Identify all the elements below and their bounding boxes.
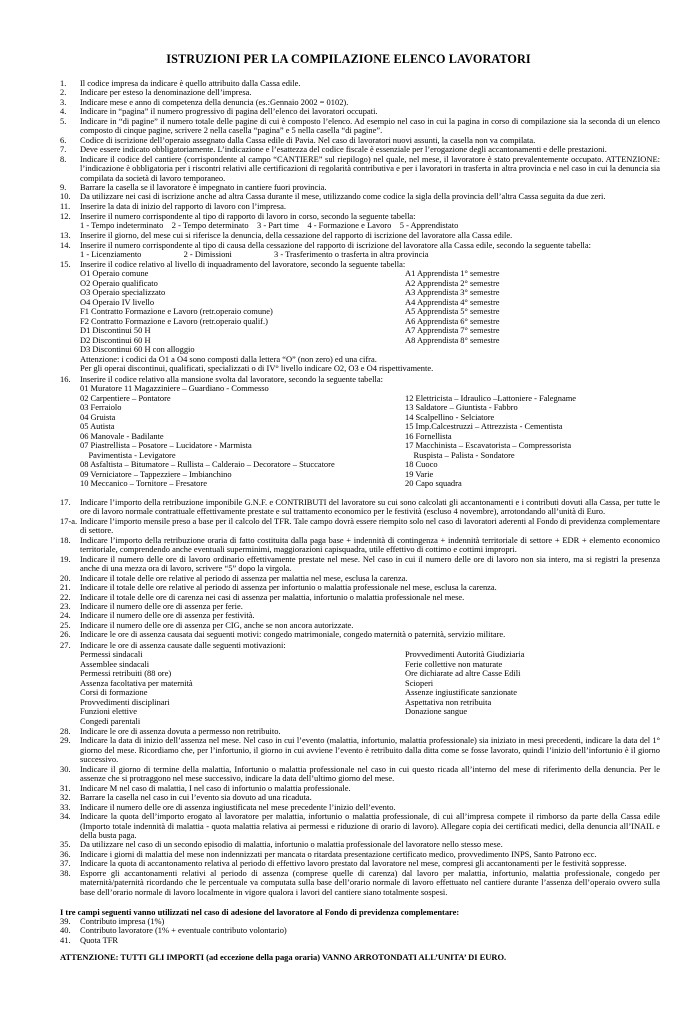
instruction-27 <box>60 641 660 726</box>
item-text: Inserire la data di inizio del rapporto di lavoro con l’impresa. <box>80 200 286 211</box>
item-number: 33. <box>60 801 71 812</box>
item-text: Indicare il giorno di termine della malattia, Infortunio o malattia professionale nel caso in cui questo ricada all’interno del mese di riferimento della denuncia. Per le assenze che si protraggono nel mese successivo, indicare la data dell’ultimo giorno del mese. <box>80 763 660 784</box>
instruction-12 <box>60 212 660 231</box>
livello-list-left <box>80 269 405 354</box>
item-text: Indicare i giorni di malattia del mese non indennizzati per mancata o ritardata presentazione certificato medico, provvedimento INPS, Santo Patrono ecc. <box>80 848 597 859</box>
mansione-code: 13 Saldatore – Giuntista - Fabbro <box>405 402 518 413</box>
item-number: 27. <box>60 640 71 650</box>
mansione-code: 16 Fornellista <box>405 430 452 441</box>
livello-code: A1 Apprendista 1° semestre <box>405 268 500 279</box>
item-text: Contributo lavoratore (1% + eventuale contributo volontario) <box>80 925 287 936</box>
item-number: 3. <box>60 96 67 107</box>
motivazioni-list-right <box>405 650 660 726</box>
item-text: Barrare la casella nel caso in cui l’evento sia dovuto ad una ricaduta. <box>80 792 312 803</box>
item-text: Codice di iscrizione dell’operaio assegnato dalla Cassa edile di Pavia. Nel caso di lavoratori nuovi assunti, la casella non va compilata. <box>80 134 536 145</box>
item-number: 36. <box>60 848 71 859</box>
item-number: 7. <box>60 144 67 155</box>
item-number: 22. <box>60 591 71 602</box>
motivazione-item: Assenza facoltativa per maternità <box>80 677 193 688</box>
item-number: 29. <box>60 735 71 746</box>
livello-note-2: Per gli operai discontinui, qualificati, specializzati o di IV° livello indicare O2, O3 e O4 rispettivamente. <box>80 362 434 373</box>
instruction-item <box>60 498 660 517</box>
item-text: Indicare M nel caso di malattia, I nel caso di infortunio o malattia professionale. <box>80 782 351 793</box>
instruction-item <box>60 869 660 897</box>
instruction-item <box>60 202 660 211</box>
item-text: Indicare il numero delle ore di assenza per CIG, anche se non ancora autorizzate. <box>80 619 354 630</box>
item-number: 41. <box>60 934 71 945</box>
item-text: Indicare la data di inizio dell’assenza nel mese. Nel caso in cui l’evento (malattia, infortunio, malattia professionale) sia iniziato in mesi precedenti, indicare la data del 1° giorno del mese. Ricordiamo che, per l’infortunio, il giorno in cui avviene l’evento è retribuito dalla ditta come se fosse lavorato, quindi l’inizio dell’infortunio è il giorno successivo. <box>80 735 660 765</box>
mansione-code: 03 Ferraiolo <box>80 402 122 413</box>
item-number: 31. <box>60 782 71 793</box>
livello-code: F1 Contratto Formazione e Lavoro (retr.operaio comune) <box>80 306 273 317</box>
motivazione-item: Assemblee sindacali <box>80 658 150 669</box>
item-number: 15. <box>60 259 71 269</box>
item-text: Indicare in “pagina” il numero progressivo di pagina dell’elenco dei lavoratori occupati. <box>80 106 378 117</box>
item-text: Indicare il numero delle ore di assenza ingiustificata nel mese precedente l’inizio dell’evento. <box>80 801 396 812</box>
item-number: 20. <box>60 572 71 583</box>
instruction-item <box>60 117 660 136</box>
item-number: 13. <box>60 230 71 240</box>
instruction-item <box>60 555 660 574</box>
item-text: Indicare in “di pagine” il numero totale delle pagine di cui è composto l’elenco. Ad esempio nel caso in cui la pagina in corso di compilazione sia la seconda di un elenco composto di cinque pagine, scrivere 2 nella casella “pagina” e 5 nella casella “di pagine”. <box>80 115 660 136</box>
item-text: Indicare il numero delle ore di lavoro ordinario effettivamente prestate nel mese. Nel caso in cui il numero delle ore di lavoro non sia intero, ma si registri la presenza anche di una mezza ora di lavoro, scrivere “5” dopo la virgola. <box>80 553 660 574</box>
instruction-item <box>60 936 660 945</box>
item-number: 24. <box>60 610 71 621</box>
instruction-item <box>60 926 660 935</box>
fondo-heading: I tre campi seguenti vanno utilizzati nel caso di adesione del lavoratore al Fondo di previdenza complementare: <box>60 907 460 917</box>
instruction-item <box>60 630 660 639</box>
instruction-item <box>60 155 660 183</box>
item-text: Da utilizzare nei casi di iscrizione anche ad altra Cassa durante il mese, utilizzando come codice la sigla della provincia dell’altra Cassa seguita da due zeri. <box>80 191 606 202</box>
item-number: 2. <box>60 87 67 98</box>
item-text: Indicare la quota dell’importo erogato al lavoratore per malattia, infortunio o malattia professionale, di cui all’impresa compete il rimborso da parte della Cassa edile (Importo totale indennità di malattia - quota malattia relativa ai permessi e riduzione di orario di lavoro). Allegare copia dei certificati medici, della denuncia all’INAIL e della busta paga. <box>80 811 660 840</box>
motivazioni-list-left <box>80 650 405 726</box>
instruction-15 <box>60 260 660 373</box>
item-text: Da utilizzare nel caso di un secondo episodio di malattia, infortunio o malattia professionale del lavoratore nello stesso mese. <box>80 839 503 850</box>
item-text: Indicare l’importo della retribuzione imponibile G.N.F. e CONTRIBUTI del lavoratore su cui sono calcolati gli accantonamenti e i contributi dovuti alla Cassa, per tutte le ore di lavoro normale contrattuale effettivamente prestate e sul trattamento economico per le festività (escluso 4 novembre), arrotondando all’unità di Euro. <box>80 497 660 517</box>
livello-code: A4 Apprendista 4° semestre <box>405 296 500 307</box>
instructions-block-28-38 <box>60 727 660 897</box>
mansione-code: Pavimentista - Levigatore <box>80 449 176 460</box>
instruction-item <box>60 517 660 536</box>
cessazione-options: 1 - Licenziamento 2 - Dimissioni 3 - Trasferimento o trasferta in altra provincia <box>80 249 429 260</box>
motivazione-item: Provvedimenti disciplinari <box>80 696 170 707</box>
motivazione-item: Corsi di formazione <box>80 687 148 698</box>
instruction-item <box>60 736 660 764</box>
mansione-code: 19 Varie <box>405 468 434 479</box>
item-text: Indicare per esteso la denominazione dell’impresa. <box>80 87 252 98</box>
mansione-code: 17 Macchinista – Escavatorista – Compressorista <box>405 440 572 451</box>
item-number: 30. <box>60 763 71 774</box>
livello-code: A6 Apprendista 6° semestre <box>405 315 500 326</box>
mansione-code: 12 Elettricista – Idraulico –Lattoniere - Falegname <box>405 392 577 403</box>
mansione-code: 15 Imp.Calcestruzzi – Attrezzista - Cementista <box>405 421 563 432</box>
rapporto-options: 1 - Tempo indeterminato 2 - Tempo determinato 3 - Part time 4 - Formazione e Lavoro 5 - Apprendistato <box>80 220 459 231</box>
item-number: 17. <box>60 497 71 507</box>
item-text: Indicare il totale delle ore relative al periodo di assenza per malattia nel mese, esclusa la carenza. <box>80 572 408 583</box>
livello-code: O2 Operaio qualificato <box>80 277 158 288</box>
livello-code: O1 Operaio comune <box>80 268 149 279</box>
motivazione-item: Donazione sangue <box>405 706 468 717</box>
item-number: 32. <box>60 792 71 803</box>
livello-code: D1 Discontinui 50 H <box>80 325 151 336</box>
item-text: Deve essere indicato obbligatoriamente. L’indicazione e l’esattezza del codice fiscale è essenziale per l’erogazione degli accantonamenti e delle prestazioni. <box>80 144 607 155</box>
item-text: Inserire il giorno, del mese cui si riferisce la denuncia, della cessazione del rapporto di iscrizione del lavoratore alla Cassa edile. <box>80 230 513 240</box>
item-text: Indicare la quota di accantonamento relativa al periodo di effettivo lavoro prestato dal lavoratore nel mese, compresi gli accantonamenti per le festività soppresse. <box>80 858 627 869</box>
item-text: Contributo impresa (1%) <box>80 916 165 926</box>
mansione-code: 18 Cuoco <box>405 459 438 470</box>
mansione-code: 06 Manovale - Badilante <box>80 430 164 441</box>
livello-code: A2 Apprendista 2° semestre <box>405 277 500 288</box>
instruction-item <box>60 765 660 784</box>
item-text: Indicare il codice del cantiere (corrispondente al campo “CANTIERE” sul riepilogo) nel quale, nel mese, il lavoratore è stato prevalentemente occupato. ATTENZIONE: l’indicazione è obbligatoria per i riscontri relativi alle certificazioni di regolarità contributiva e per i lavoratori in trasferta in altra provincia e nel caso in cui la denuncia sia compilata da società di lavoro temporaneo. <box>80 153 660 183</box>
mansione-code: 02 Carpentiere – Pontatore <box>80 392 171 403</box>
mansione-first-line: 01 Muratore 11 Magazziniere – Guardiano - Commesso <box>80 383 269 394</box>
item-text: Indicare mese e anno di competenza della denuncia (es.:Gennaio 2002 = 0102). <box>80 96 349 107</box>
mansione-code: 05 Autista <box>80 421 115 432</box>
item-text: Inserire il numero corrispondente al tipo di rapporto di lavoro in corso, secondo la seguente tabella: <box>80 211 416 221</box>
page-title: ISTRUZIONI PER LA COMPILAZIONE ELENCO LAVORATORI <box>166 52 531 66</box>
item-number: 17-a. <box>60 515 78 526</box>
item-text: Esporre gli accantonamenti relativi al periodo di assenza (comprese quelle di carenza) dal lavoro per malattia, infortunio, malattia professionale, congedo per maternità/paternità ricordando che le percentuale va computata sulla base dell’orario normale di lavoro effettuato nel cantiere durante l’assenza dell’operaio ovvero sulla base dell’orario normale di lavoro localmente in vigore qualora i lavori del cantiere siano totalmente sospesi. <box>80 867 660 897</box>
item-text: Inserire il codice relativo al livello di inquadramento del lavoratore, secondo la seguente tabella: <box>80 259 406 269</box>
livello-code: A3 Apprendista 3° semestre <box>405 287 500 298</box>
instructions-block-39-41 <box>60 917 660 945</box>
livello-code: A5 Apprendista 5° semestre <box>405 306 500 317</box>
mansione-code: 08 Asfaltista – Bitumatore – Rullista – Calderaio – Decoratore – Stuccatore <box>80 459 335 470</box>
item-number: 12. <box>60 211 71 221</box>
livello-code: A8 Apprendista 8° semestre <box>405 334 500 345</box>
livello-list-right <box>405 269 660 354</box>
mansione-code: Ruspista – Palista - Sondatore <box>405 449 515 460</box>
item-text: Indicare le ore di assenza causata dai seguenti motivi: congedo matrimoniale, congedo maternità o paternità, servizio militare. <box>80 629 506 640</box>
item-text: Indicare il numero delle ore di assenza per festività. <box>80 610 255 621</box>
instruction-14 <box>60 241 660 260</box>
item-number: 1. <box>60 78 67 88</box>
instruction-item <box>60 812 660 840</box>
livello-code: O3 Operaio specializzato <box>80 287 166 298</box>
item-number: 25. <box>60 619 71 630</box>
footer-note: ATTENZIONE: TUTTI GLI IMPORTI (ad eccezione della paga oraria) VANNO ARROTONDATI ALL’UNITA’ DI EURO. <box>60 952 507 962</box>
item-number: 18. <box>60 534 71 545</box>
item-number: 16. <box>60 374 71 384</box>
motivazione-item: Permessi retribuiti (88 ore) <box>80 668 172 679</box>
motivazione-item: Ferie collettive non maturate <box>405 658 503 669</box>
motivazione-item: Provvedimenti Autorità Giudiziaria <box>405 649 525 660</box>
motivazione-item: Aspettativa non retribuita <box>405 696 492 707</box>
livello-code: A7 Apprendista 7° semestre <box>405 325 500 336</box>
item-number: 8. <box>60 153 67 164</box>
motivazione-item: Funzioni elettive <box>80 706 137 717</box>
motivazione-item <box>405 717 660 726</box>
livello-code: O4 Operaio IV livello <box>80 296 155 307</box>
motivazione-item: Permessi sindacali <box>80 649 143 660</box>
mansione-code: 04 Gruista <box>80 411 116 422</box>
motivazione-item: Scioperi <box>405 677 434 688</box>
item-number: 40. <box>60 925 71 936</box>
item-text: Indicare le ore di assenza causate dalle seguenti motivazioni: <box>80 640 286 650</box>
item-number: 14. <box>60 240 71 250</box>
item-number: 23. <box>60 600 71 611</box>
item-text: Barrare la casella se il lavoratore è impegnato in cantiere fuori provincia. <box>80 181 327 192</box>
item-number: 11. <box>60 200 71 211</box>
instruction-item <box>60 536 660 555</box>
item-number: 19. <box>60 553 71 564</box>
item-number: 6. <box>60 134 67 145</box>
mansione-code: 20 Capo squadra <box>405 477 462 488</box>
item-number: 35. <box>60 839 71 850</box>
mansione-code: 09 Verniciatore – Tappezziere – Imbianchino <box>80 468 232 479</box>
mansione-list-left <box>80 394 405 489</box>
item-text: Quota TFR <box>80 934 119 945</box>
instructions-block-1-11 <box>60 79 660 211</box>
mansione-code: 07 Piastrellista – Posatore – Lucidatore - Marmista <box>80 440 252 451</box>
item-number: 21. <box>60 582 71 593</box>
motivazione-item: Assenze ingiustificate sanzionate <box>405 687 517 698</box>
item-text: Indicare l’importo della retribuzione oraria di fatto costituita dalla paga base + indennità di contingenza + indennità territoriale di settore + EDR + elemento economico territoriale, comprendendo anche eventuali superminimi, maggiorazioni capisquadra, utile effettivo di cottimo e cottimi impropri. <box>80 534 660 555</box>
livello-note-1: Attenzione: i codici da O1 a O4 sono composti dalla lettera “O” (non zero) ed una cifra. <box>80 353 377 364</box>
livello-code: F2 Contratto Formazione e Lavoro (retr.operaio qualif.) <box>80 315 268 326</box>
item-number: 5. <box>60 115 67 126</box>
item-text: Indicare il numero delle ore di assenza per ferie. <box>80 600 243 611</box>
item-text: Inserire il codice relativo alla mansione svolta dal lavoratore, secondo la seguente tabella: <box>80 374 383 384</box>
livello-code <box>405 345 660 354</box>
item-number: 26. <box>60 629 71 640</box>
livello-code: D3 Discontinui 60 H con alloggio <box>80 344 195 355</box>
mansione-code: 14 Scalpellino - Selciatore <box>405 411 495 422</box>
item-number: 10. <box>60 191 71 202</box>
item-number: 39. <box>60 916 71 926</box>
item-text: Il codice impresa da indicare è quello attribuito dalla Cassa edile. <box>80 78 301 88</box>
item-number: 37. <box>60 858 71 869</box>
item-text: Indicare le ore di assenza dovuta a permesso non retribuito. <box>80 726 281 736</box>
instructions-block-17-26 <box>60 498 660 640</box>
item-text: Indicare il totale delle ore di carenza nei casi di assenza per malattia, infortunio o malattia professionale nel mese. <box>80 591 465 602</box>
item-number: 28. <box>60 726 71 736</box>
livello-code: D2 Discontinui 60 H <box>80 334 151 345</box>
instruction-16 <box>60 375 660 488</box>
item-text: Inserire il numero corrispondente al tipo di causa della cessazione del rapporto di iscrizione del lavoratore alla Cassa edile, secondo la seguente tabella: <box>80 240 591 250</box>
mansione-list-right <box>405 394 660 489</box>
item-text: Indicare il totale delle ore relative al periodo di assenza per infortunio o malattia professionale nel mese, esclusa la carenza. <box>80 582 497 593</box>
item-number: 4. <box>60 106 67 117</box>
item-number: 34. <box>60 811 71 822</box>
motivazione-item: Ore dichiarate ad altre Casse Edili <box>405 668 521 679</box>
motivazione-item: Congedi parentali <box>80 715 141 726</box>
mansione-code: 10 Meccanico – Tornitore – Fresatore <box>80 477 207 488</box>
item-number: 38. <box>60 867 71 878</box>
item-number: 9. <box>60 181 67 192</box>
item-text: Indicare l’importo mensile preso a base per il calcolo del TFR. Tale campo dovrà essere riempito solo nel caso di lavoratori aderenti al Fondo di previdenza complementare di settore. <box>80 515 660 536</box>
